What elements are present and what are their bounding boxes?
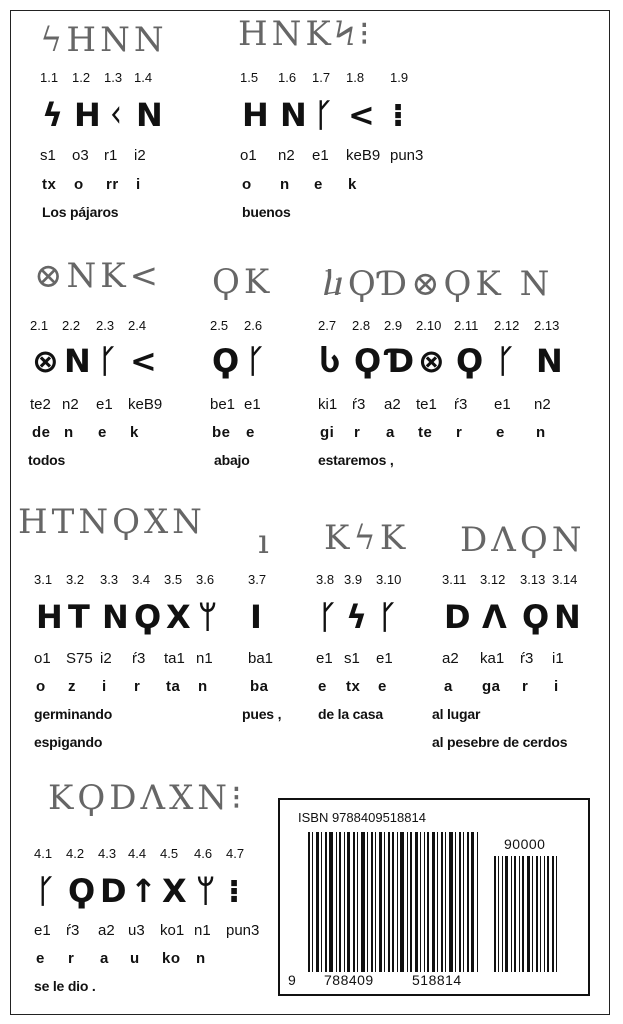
transliteration-value: i2	[100, 650, 112, 667]
glyph-number: 2.3	[96, 318, 115, 333]
latin-reading: a	[444, 678, 453, 695]
barcode-bar	[407, 832, 408, 972]
handwritten-line3d: DΛϘΝ	[460, 520, 586, 560]
transliteration-value: e1	[376, 650, 393, 667]
barcode-bar	[502, 856, 503, 972]
barcode-bar	[400, 832, 404, 972]
rune-glyph: ᚲ	[106, 96, 126, 134]
barcode-bar	[410, 832, 412, 972]
spanish-translation: se le dio .	[34, 978, 96, 994]
glyph-number: 2.7	[318, 318, 337, 333]
barcode-bars	[308, 832, 488, 972]
barcode-box	[278, 798, 590, 996]
glyph-number: 2.1	[30, 318, 49, 333]
transliteration-value: u3	[128, 922, 145, 939]
transliteration-value: n2	[534, 396, 551, 413]
latin-reading: n	[280, 176, 290, 193]
barcode-bar	[339, 832, 341, 972]
transliteration-value: a2	[442, 650, 459, 667]
rune-glyph: Ϙ	[134, 598, 162, 636]
barcode-addon-digits: 90000	[504, 836, 546, 852]
barcode-bar	[424, 832, 425, 972]
rune-glyph: ᚴ	[246, 342, 266, 380]
transliteration-value: be1	[210, 396, 236, 413]
rune-glyph: Λ	[482, 598, 507, 636]
barcode-bar	[511, 856, 512, 972]
glyph-number: 3.5	[164, 572, 183, 587]
glyph-number: 3.14	[552, 572, 578, 587]
rune-glyph: ⁝	[228, 872, 241, 910]
glyph-number: 2.9	[384, 318, 403, 333]
glyph-number: 2.10	[416, 318, 442, 333]
rune-glyph: ϟ	[42, 96, 64, 134]
transliteration-value: ŕ3	[132, 650, 146, 667]
handwritten-line4: ΚϘDΛΧΝ⁝	[48, 778, 246, 818]
rune-glyph: ᚴ	[318, 598, 338, 636]
latin-reading: tx	[346, 678, 361, 695]
barcode-bar	[471, 832, 474, 972]
latin-reading: e	[314, 176, 323, 193]
barcode-bar	[361, 832, 365, 972]
transliteration-value: i1	[552, 650, 564, 667]
barcode-bar	[437, 832, 438, 972]
rune-glyph: Ϙ	[212, 342, 240, 380]
rune-glyph: Ϙ	[354, 342, 382, 380]
handwritten-line2b: ϘΚ	[212, 262, 274, 302]
barcode-bar	[336, 832, 337, 972]
transliteration-value: e1	[96, 396, 113, 413]
handwritten-line3a: ΗΤΝϘΧΝ	[18, 502, 206, 542]
transliteration-value: e1	[244, 396, 261, 413]
barcode-bar	[459, 832, 461, 972]
transliteration-value: ŕ3	[352, 396, 366, 413]
latin-reading: ko	[162, 950, 181, 967]
spanish-translation: germinando	[34, 706, 113, 722]
transliteration-value: e1	[34, 922, 51, 939]
glyph-number: 2.13	[534, 318, 560, 333]
barcode-bar	[312, 832, 313, 972]
barcode-bar	[384, 832, 385, 972]
barcode-bar	[371, 832, 373, 972]
barcode-digits-right: 518814	[412, 972, 462, 988]
barcode-bar	[514, 856, 516, 972]
barcode-bar	[536, 856, 538, 972]
transliteration-value: a2	[98, 922, 115, 939]
glyph-number: 3.1	[34, 572, 53, 587]
glyph-number: 1.3	[104, 70, 123, 85]
transliteration-value: e1	[316, 650, 333, 667]
glyph-number: 1.1	[40, 70, 59, 85]
latin-reading: de	[32, 424, 51, 441]
barcode-bar	[432, 832, 435, 972]
barcode-bar	[477, 832, 478, 972]
latin-reading: tx	[42, 176, 57, 193]
latin-reading: e	[246, 424, 255, 441]
barcode-bar	[527, 856, 530, 972]
barcode-bar	[347, 832, 350, 972]
glyph-number: 4.6	[194, 846, 213, 861]
barcode-bar	[353, 832, 355, 972]
rune-glyph: Ɗ	[386, 342, 415, 380]
latin-reading: a	[100, 950, 109, 967]
rune-glyph: <	[130, 342, 157, 380]
barcode-bar	[532, 856, 533, 972]
barcode-bar	[519, 856, 520, 972]
transliteration-value: ŕ3	[520, 650, 534, 667]
latin-reading: n	[198, 678, 208, 695]
rune-glyph: ϟ	[346, 598, 368, 636]
glyph-number: 2.8	[352, 318, 371, 333]
isbn-label: ISBN 9788409518814	[298, 810, 426, 825]
barcode-bar	[441, 832, 443, 972]
transliteration-value: ki1	[318, 396, 338, 413]
transliteration-value: o3	[72, 147, 89, 164]
latin-reading: rr	[106, 176, 119, 193]
barcode-bar	[449, 832, 453, 972]
transliteration-value: o1	[240, 147, 257, 164]
barcode-bar	[420, 832, 421, 972]
barcode-bar	[467, 832, 469, 972]
transliteration-value: keB9	[128, 396, 163, 413]
glyph-number: 3.3	[100, 572, 119, 587]
barcode-bar	[505, 856, 508, 972]
transliteration-value: ta1	[164, 650, 185, 667]
barcode-bar	[455, 832, 456, 972]
transliteration-value: i2	[134, 147, 146, 164]
handwritten-line2a: ⊗ΝΚ<	[34, 256, 163, 296]
latin-reading: r	[456, 424, 463, 441]
glyph-number: 3.11	[442, 572, 467, 587]
transliteration-value: e1	[312, 147, 329, 164]
barcode-bar	[329, 832, 333, 972]
spanish-translation: todos	[28, 452, 66, 468]
rune-glyph: N	[102, 598, 129, 636]
latin-reading: n	[64, 424, 74, 441]
glyph-number: 3.13	[520, 572, 546, 587]
glyph-number: 1.6	[278, 70, 297, 85]
latin-reading: i	[102, 678, 107, 695]
rune-glyph: Ⴑ	[320, 342, 340, 380]
latin-reading: o	[36, 678, 46, 695]
barcode-bar	[445, 832, 446, 972]
barcode-bar	[544, 856, 545, 972]
rune-glyph: H	[242, 96, 269, 134]
barcode-digit-first: 9	[288, 972, 297, 988]
barcode-bar	[397, 832, 398, 972]
transliteration-value: n1	[196, 650, 213, 667]
rune-glyph: X	[162, 872, 187, 910]
latin-reading: i	[136, 176, 141, 193]
rune-glyph: Ν	[136, 96, 163, 134]
rune-glyph: ᛘ	[196, 872, 216, 910]
barcode-bar	[494, 856, 496, 972]
handwritten-line3c: ΚϟΚ	[324, 518, 410, 558]
transliteration-value: ŕ3	[66, 922, 80, 939]
rune-glyph: ᛘ	[198, 598, 218, 636]
latin-reading: r	[354, 424, 361, 441]
transliteration-value: ka1	[480, 650, 505, 667]
transliteration-value: e1	[494, 396, 511, 413]
rune-glyph: H	[74, 96, 101, 134]
glyph-number: 4.1	[34, 846, 53, 861]
barcode-bar	[540, 856, 541, 972]
handwritten-line2c: ⴑϘƊ⊗ϘΚ Ν	[322, 264, 554, 304]
latin-reading: te	[418, 424, 433, 441]
glyph-number: 2.4	[128, 318, 147, 333]
rune-glyph: Ϙ	[68, 872, 96, 910]
glyph-number: 2.11	[454, 318, 479, 333]
spanish-translation: Los pájaros	[42, 204, 119, 220]
latin-reading: i	[554, 678, 559, 695]
rune-glyph: ⊗	[418, 342, 445, 380]
rune-glyph: ↑	[130, 872, 157, 910]
barcode-bar	[392, 832, 394, 972]
transliteration-value: o1	[34, 650, 51, 667]
glyph-number: 3.10	[376, 572, 402, 587]
rune-glyph: <	[348, 96, 375, 134]
handwritten-line1b: ΗΝΚϞ⁝	[238, 14, 374, 54]
latin-reading: gi	[320, 424, 335, 441]
transliteration-value: s1	[40, 147, 56, 164]
transliteration-value: pun3	[226, 922, 260, 939]
latin-reading: k	[130, 424, 139, 441]
glyph-number: 4.2	[66, 846, 85, 861]
barcode-bar	[427, 832, 429, 972]
transliteration-value: n2	[278, 147, 295, 164]
barcode-bar	[552, 856, 554, 972]
latin-reading: o	[74, 176, 84, 193]
rune-glyph: D	[100, 872, 127, 910]
rune-glyph: Ν	[64, 342, 91, 380]
barcode-bar	[316, 832, 319, 972]
latin-reading: e	[318, 678, 327, 695]
glyph-number: 1.7	[312, 70, 331, 85]
glyph-number: 4.3	[98, 846, 117, 861]
barcode-bar	[415, 832, 418, 972]
transliteration-value: te2	[30, 396, 51, 413]
spanish-translation: abajo	[214, 452, 250, 468]
glyph-number: 3.12	[480, 572, 506, 587]
latin-reading: r	[134, 678, 141, 695]
barcode-digits-left: 788409	[324, 972, 374, 988]
rune-glyph: T	[68, 598, 90, 636]
glyph-number: 3.2	[66, 572, 85, 587]
glyph-number: 3.7	[248, 572, 267, 587]
rune-glyph: ᚴ	[36, 872, 56, 910]
latin-reading: e	[98, 424, 107, 441]
glyph-number: 1.9	[390, 70, 409, 85]
latin-reading: e	[496, 424, 505, 441]
transliteration-value: a2	[384, 396, 401, 413]
handwritten-line3b: ı	[258, 522, 273, 562]
glyph-number: 3.9	[344, 572, 363, 587]
transliteration-value: keB9	[346, 147, 381, 164]
barcode-bar	[344, 832, 345, 972]
latin-reading: n	[536, 424, 546, 441]
glyph-number: 2.12	[494, 318, 520, 333]
latin-reading: ta	[166, 678, 181, 695]
transliteration-value: ŕ3	[454, 396, 468, 413]
latin-reading: a	[386, 424, 395, 441]
glyph-number: 1.8	[346, 70, 365, 85]
rune-glyph: Ϙ	[456, 342, 484, 380]
barcode-bar	[556, 856, 557, 972]
latin-reading: n	[196, 950, 206, 967]
transliteration-value: s1	[344, 650, 360, 667]
glyph-number: 1.5	[240, 70, 259, 85]
glyph-number: 3.8	[316, 572, 335, 587]
barcode-bar	[522, 856, 524, 972]
latin-reading: k	[348, 176, 357, 193]
spanish-translation-alt: espigando	[34, 734, 103, 750]
glyph-number: 1.2	[72, 70, 91, 85]
transliteration-value: pun3	[390, 147, 424, 164]
glyph-number: 2.5	[210, 318, 229, 333]
barcode-bar	[379, 832, 382, 972]
barcode-bar	[388, 832, 390, 972]
barcode-bar	[367, 832, 368, 972]
transliteration-value: te1	[416, 396, 437, 413]
rune-glyph: H	[36, 598, 63, 636]
glyph-number: 3.4	[132, 572, 151, 587]
latin-reading: u	[130, 950, 140, 967]
transliteration-value: S75	[66, 650, 93, 667]
latin-reading: r	[68, 950, 75, 967]
handwritten-line1a: ϟΗΝΝ	[40, 20, 168, 60]
transliteration-value: n1	[194, 922, 211, 939]
transliteration-value: ba1	[248, 650, 274, 667]
rune-glyph: Ν	[554, 598, 581, 636]
rune-glyph: ⁝	[392, 96, 405, 134]
glyph-number: 4.7	[226, 846, 245, 861]
rune-glyph: I	[250, 598, 262, 636]
rune-glyph: Ν	[280, 96, 307, 134]
rune-glyph: ᚴ	[496, 342, 516, 380]
glyph-number: 2.2	[62, 318, 81, 333]
spanish-translation: pues ,	[242, 706, 282, 722]
rune-glyph: ⊗	[32, 342, 59, 380]
glyph-number: 4.4	[128, 846, 147, 861]
latin-reading: e	[378, 678, 387, 695]
rune-glyph: ᚴ	[314, 96, 334, 134]
transliteration-value: ko1	[160, 922, 185, 939]
barcode-bar	[547, 856, 549, 972]
glyph-number: 4.5	[160, 846, 179, 861]
latin-reading: ga	[482, 678, 501, 695]
latin-reading: e	[36, 950, 45, 967]
barcode-bar	[325, 832, 327, 972]
rune-glyph: ᚴ	[98, 342, 118, 380]
spanish-translation-alt: al pesebre de cerdos	[432, 734, 568, 750]
latin-reading: r	[522, 678, 529, 695]
barcode-bar	[375, 832, 376, 972]
spanish-translation: al lugar	[432, 706, 481, 722]
glyph-number: 2.6	[244, 318, 263, 333]
barcode-bar	[308, 832, 310, 972]
latin-reading: o	[242, 176, 252, 193]
transliteration-value: r1	[104, 147, 118, 164]
barcode-bar	[498, 856, 499, 972]
transliteration-value: n2	[62, 396, 79, 413]
spanish-translation: estaremos ,	[318, 452, 394, 468]
spanish-translation: buenos	[242, 204, 291, 220]
barcode-bar	[463, 832, 464, 972]
rune-glyph: X	[166, 598, 191, 636]
latin-reading: z	[68, 678, 76, 695]
barcode-bar	[321, 832, 322, 972]
rune-glyph: ᚴ	[378, 598, 398, 636]
spanish-translation: de la casa	[318, 706, 383, 722]
rune-glyph: D	[444, 598, 471, 636]
rune-glyph: Ν	[536, 342, 563, 380]
barcode-bar	[357, 832, 358, 972]
latin-reading: ba	[250, 678, 269, 695]
latin-reading: be	[212, 424, 231, 441]
glyph-number: 1.4	[134, 70, 153, 85]
glyph-number: 3.6	[196, 572, 215, 587]
rune-glyph: Ϙ	[522, 598, 550, 636]
barcode-addon-bars	[494, 856, 576, 972]
